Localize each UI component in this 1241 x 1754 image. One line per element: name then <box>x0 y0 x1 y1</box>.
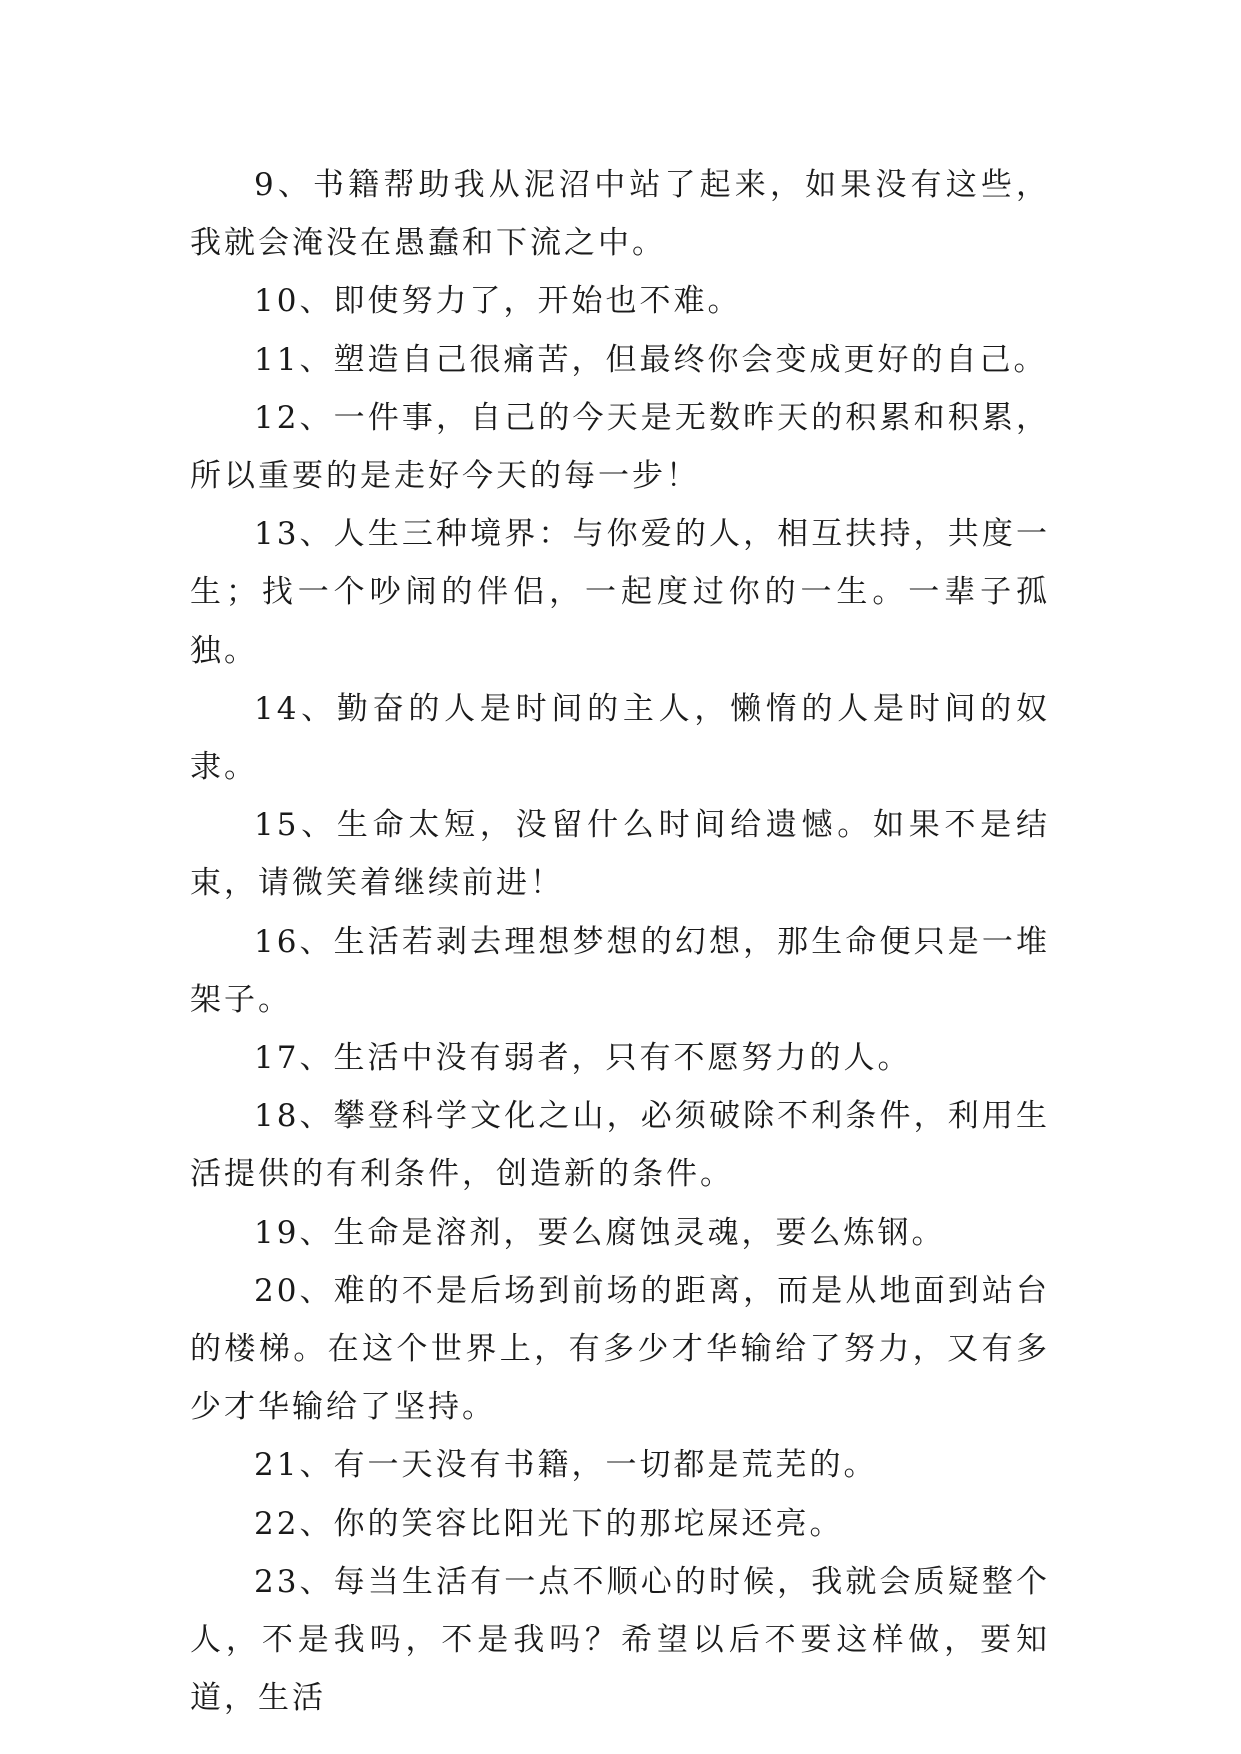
paragraph-10: 10、即使努力了，开始也不难。 <box>254 283 742 320</box>
paragraph-13: 13、人生三种境界：与你爱的人，相互扶持，共度一生；找一个吵闹的伴侣，一起度过你的一生。一辈子孤独。 <box>190 516 1050 669</box>
paragraph-19: 19、生命是溶剂，要么腐蚀灵魂，要么炼钢。 <box>254 1214 946 1251</box>
paragraph-23: 23、每当生活有一点不顺心的时候，我就会质疑整个人，不是我吗，不是我吗？希望以后不要这样做，要知道，生活 <box>190 1563 1050 1717</box>
paragraph-22: 22、你的笑容比阳光下的那坨屎还亮。 <box>254 1505 844 1542</box>
paragraph-16: 16、生活若剥去理想梦想的幻想，那生命便只是一堆架子。 <box>190 923 1050 1018</box>
paragraph-12: 12、一件事，自己的今天是无数昨天的积累和积累，所以重要的是走好今天的每一步！ <box>190 399 1050 495</box>
paragraph-9: 9、书籍帮助我从泥沼中站了起来，如果没有这些，我就会淹没在愚蠢和下流之中。 <box>190 167 1050 262</box>
paragraph-14: 14、勤奋的人是时间的主人，懒惰的人是时间的奴隶。 <box>190 690 1050 786</box>
document-body <box>190 156 1050 1727</box>
paragraph-17: 17、生活中没有弱者，只有不愿努力的人。 <box>254 1040 912 1077</box>
paragraph-18: 18、攀登科学文化之山，必须破除不利条件，利用生活提供的有利条件，创造新的条件。 <box>190 1098 1050 1193</box>
paragraph-20: 20、难的不是后场到前场的距离，而是从地面到站台的楼梯。在这个世界上，有多少才华输给了努力，又有多少才华输给了坚持。 <box>190 1272 1050 1426</box>
paragraph-21: 21、有一天没有书籍，一切都是荒芜的。 <box>254 1447 878 1484</box>
paragraph-11: 11、塑造自己很痛苦，但最终你会变成更好的自己。 <box>254 341 1048 378</box>
paragraph-15: 15、生命太短，没留什么时间给遗憾。如果不是结束，请微笑着继续前进！ <box>190 807 1050 902</box>
